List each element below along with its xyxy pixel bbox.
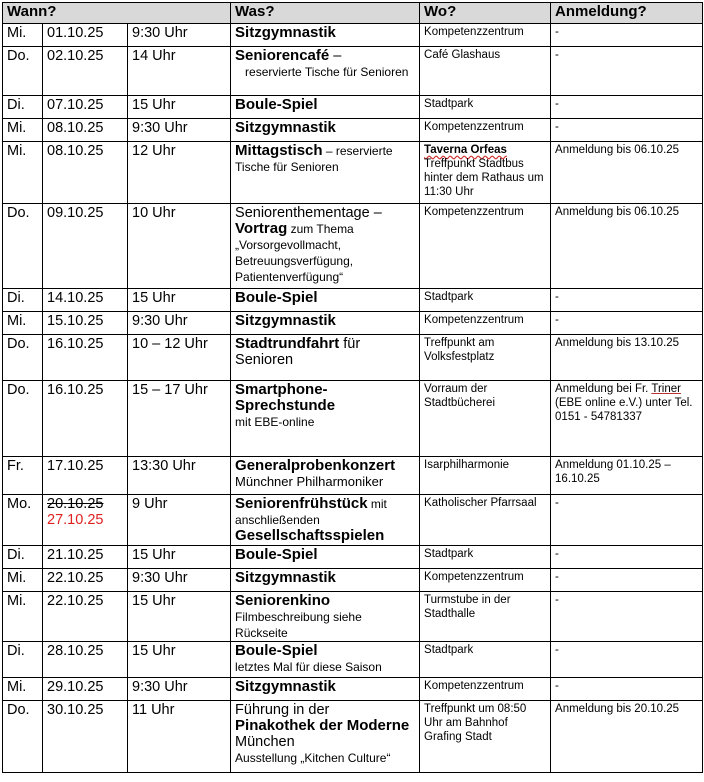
event-title: Sitzgymnastik — [235, 312, 336, 329]
time-cell: 15 Uhr — [128, 546, 231, 569]
event-rest: München — [235, 734, 295, 750]
date-cell: 29.10.25 — [43, 678, 128, 701]
event-title: Seniorenfrühstück — [235, 495, 368, 512]
date-new: 27.10.25 — [47, 512, 104, 528]
registration-cell — [551, 381, 703, 457]
event-subtitle: Ausstellung „Kitchen Culture“ — [235, 751, 391, 765]
time-cell: 15 Uhr — [128, 289, 231, 312]
day-cell: Mi. — [3, 678, 43, 701]
day-cell: Di. — [3, 96, 43, 119]
event-title-2: Gesellschaftsspielen — [235, 527, 385, 544]
place-cell: Isarphilharmonie — [420, 457, 551, 495]
event-title: Seniorencafé — [235, 47, 330, 64]
time-cell: 15 Uhr — [128, 592, 231, 642]
date-cell: 21.10.25 — [43, 546, 128, 569]
registration-cell: - — [551, 289, 703, 312]
event-cell — [231, 289, 420, 312]
place-cell: Katholischer Pfarrsaal — [420, 495, 551, 546]
time-cell: 13:30 Uhr — [128, 457, 231, 495]
registration-cell: - — [551, 678, 703, 701]
date-cell: 16.10.25 — [43, 335, 128, 381]
date-old: 20.10.25 — [47, 496, 104, 512]
registration-cell: - — [551, 569, 703, 592]
time-cell: 15 Uhr — [128, 96, 231, 119]
registration-contact: Triner — [651, 383, 681, 395]
date-cell: 16.10.25 — [43, 381, 128, 457]
event-rest: für Senioren — [235, 336, 361, 368]
event-subtitle: Filmbeschreibung siehe Rückseite — [235, 610, 362, 640]
event-prefix: Seniorenthementage – — [235, 205, 382, 221]
day-cell: Fr. — [3, 457, 43, 495]
registration-cell: - — [551, 119, 703, 142]
event-subtitle: mit EBE-online — [235, 415, 315, 429]
event-title: Boule-Spiel — [235, 96, 318, 113]
registration-cell: - — [551, 24, 703, 47]
event-cell — [231, 592, 420, 642]
table-row — [3, 24, 703, 47]
day-cell: Di. — [3, 289, 43, 312]
event-cell — [231, 24, 420, 47]
event-title: Generalprobenkonzert — [235, 457, 396, 474]
event-cell — [231, 381, 420, 457]
date-cell: 14.10.25 — [43, 289, 128, 312]
event-subtitle: letztes Mal für diese Saison — [235, 660, 382, 674]
date-cell: 28.10.25 — [43, 642, 128, 678]
date-cell: 17.10.25 — [43, 457, 128, 495]
event-rest: mit anschließenden — [235, 497, 387, 527]
date-cell: 01.10.25 — [43, 24, 128, 47]
registration-cell: - — [551, 546, 703, 569]
event-rest: zum Thema „Vorsorgevollmacht, Betreuungsverfügung, Patientenverfügung“ — [235, 222, 354, 284]
time-cell: 14 Uhr — [128, 47, 231, 96]
table-row — [3, 289, 703, 312]
date-cell: 07.10.25 — [43, 96, 128, 119]
registration-prefix: Anmeldung bei Fr. — [555, 383, 652, 395]
header-registration: Anmeldung? — [551, 3, 703, 24]
event-title: Smartphone-Sprechstunde — [235, 381, 336, 414]
time-cell: 9:30 Uhr — [128, 24, 231, 47]
event-title: Sitzgymnastik — [235, 119, 336, 136]
date-cell: 30.10.25 — [43, 701, 128, 773]
time-cell: 9:30 Uhr — [128, 312, 231, 335]
event-cell — [231, 701, 420, 773]
event-title: Stadtrundfahrt — [235, 335, 340, 352]
registration-cell: Anmeldung bis 06.10.25 — [551, 204, 703, 289]
table-row — [3, 495, 703, 546]
event-subtitle: Münchner Philharmoniker — [235, 474, 384, 489]
event-title: Seniorenkino — [235, 592, 331, 609]
event-title: Boule-Spiel — [235, 546, 318, 563]
registration-cell: Anmeldung bis 20.10.25 — [551, 701, 703, 773]
table-row — [3, 569, 703, 592]
registration-cell: Anmeldung 01.10.25 – 16.10.25 — [551, 457, 703, 495]
event-cell — [231, 312, 420, 335]
registration-detail: (EBE online e.V.) unter Tel. 0151 - 54781337 — [555, 397, 693, 423]
time-cell: 9:30 Uhr — [128, 678, 231, 701]
day-cell: Do. — [3, 204, 43, 289]
day-cell: Mi. — [3, 312, 43, 335]
header-row — [3, 3, 703, 24]
place-cell: Kompetenzzentrum — [420, 569, 551, 592]
event-title: Sitzgymnastik — [235, 678, 336, 695]
place-cell: Stadtpark — [420, 546, 551, 569]
event-title: Boule-Spiel — [235, 289, 318, 306]
event-cell — [231, 142, 420, 204]
event-cell — [231, 204, 420, 289]
event-title: Boule-Spiel — [235, 642, 318, 659]
time-cell: 12 Uhr — [128, 142, 231, 204]
header-where: Wo? — [420, 3, 551, 24]
event-cell — [231, 642, 420, 678]
table-row — [3, 642, 703, 678]
date-cell: 08.10.25 — [43, 119, 128, 142]
day-cell: Mi. — [3, 24, 43, 47]
table-row — [3, 204, 703, 289]
day-cell: Di. — [3, 546, 43, 569]
event-cell — [231, 546, 420, 569]
table-row — [3, 96, 703, 119]
place-cell: Stadtpark — [420, 642, 551, 678]
place-cell: Kompetenzzentrum — [420, 678, 551, 701]
place-cell — [420, 142, 551, 204]
registration-cell: - — [551, 96, 703, 119]
date-cell: 08.10.25 — [43, 142, 128, 204]
event-dash: – — [329, 48, 342, 64]
event-cell — [231, 495, 420, 546]
event-title: Pinakothek der Moderne — [235, 717, 410, 734]
place-cell: Treffpunkt um 08:50 Uhr am Bahnhof Grafing Stadt — [420, 701, 551, 773]
place-name: Taverna Orfeas — [424, 144, 507, 156]
time-cell: 15 – 17 Uhr — [128, 381, 231, 457]
table-row — [3, 335, 703, 381]
place-cell: Treffpunkt am Volksfestplatz — [420, 335, 551, 381]
event-cell — [231, 119, 420, 142]
place-cell: Kompetenzzentrum — [420, 24, 551, 47]
place-cell: Kompetenzzentrum — [420, 119, 551, 142]
table-row — [3, 47, 703, 96]
event-schedule-table — [2, 2, 703, 773]
time-cell: 10 Uhr — [128, 204, 231, 289]
date-cell: 22.10.25 — [43, 569, 128, 592]
day-cell: Di. — [3, 642, 43, 678]
day-cell: Mi. — [3, 569, 43, 592]
place-cell: Kompetenzzentrum — [420, 204, 551, 289]
day-cell: Mi. — [3, 142, 43, 204]
date-cell — [43, 495, 128, 546]
time-cell: 10 – 12 Uhr — [128, 335, 231, 381]
day-cell: Do. — [3, 47, 43, 96]
registration-cell: Anmeldung bis 13.10.25 — [551, 335, 703, 381]
table-row — [3, 592, 703, 642]
date-cell: 15.10.25 — [43, 312, 128, 335]
table-row — [3, 678, 703, 701]
event-title: Mittagstisch — [235, 142, 323, 159]
time-cell: 9:30 Uhr — [128, 119, 231, 142]
day-cell: Do. — [3, 335, 43, 381]
event-title: Sitzgymnastik — [235, 24, 336, 41]
header-what: Was? — [231, 3, 420, 24]
table-row — [3, 381, 703, 457]
registration-cell: - — [551, 592, 703, 642]
event-title: Vortrag — [235, 220, 288, 237]
place-cell: Vorraum der Stadtbücherei — [420, 381, 551, 457]
table-row — [3, 312, 703, 335]
table-row — [3, 119, 703, 142]
event-cell — [231, 569, 420, 592]
event-rest: – reservierte Tische für Senioren — [235, 144, 393, 174]
time-cell: 11 Uhr — [128, 701, 231, 773]
table-row — [3, 457, 703, 495]
table-row — [3, 701, 703, 773]
event-cell — [231, 457, 420, 495]
day-cell: Mi. — [3, 592, 43, 642]
event-title: Sitzgymnastik — [235, 569, 336, 586]
event-prefix: Führung in der — [235, 702, 330, 718]
registration-cell: - — [551, 642, 703, 678]
day-cell: Mo. — [3, 495, 43, 546]
time-cell: 15 Uhr — [128, 642, 231, 678]
day-cell: Do. — [3, 701, 43, 773]
date-cell: 22.10.25 — [43, 592, 128, 642]
day-cell: Mi. — [3, 119, 43, 142]
event-cell — [231, 96, 420, 119]
table-row — [3, 142, 703, 204]
event-cell — [231, 335, 420, 381]
place-cell: Stadtpark — [420, 96, 551, 119]
event-cell — [231, 678, 420, 701]
day-cell: Do. — [3, 381, 43, 457]
time-cell: 9 Uhr — [128, 495, 231, 546]
registration-cell: Anmeldung bis 06.10.25 — [551, 142, 703, 204]
date-cell: 09.10.25 — [43, 204, 128, 289]
table-row — [3, 546, 703, 569]
place-cell: Stadtpark — [420, 289, 551, 312]
place-cell: Café Glashaus — [420, 47, 551, 96]
place-cell: Kompetenzzentrum — [420, 312, 551, 335]
registration-cell: - — [551, 312, 703, 335]
place-detail: Treffpunkt Stadtbus hinter dem Rathaus um 11:30 Uhr — [424, 158, 544, 198]
time-cell: 9:30 Uhr — [128, 569, 231, 592]
header-when: Wann? — [3, 3, 231, 24]
date-cell: 02.10.25 — [43, 47, 128, 96]
registration-cell: - — [551, 495, 703, 546]
registration-cell: - — [551, 47, 703, 96]
place-cell: Turmstube in der Stadthalle — [420, 592, 551, 642]
event-subtitle: reservierte Tische für Senioren — [245, 65, 409, 79]
event-cell — [231, 47, 420, 96]
